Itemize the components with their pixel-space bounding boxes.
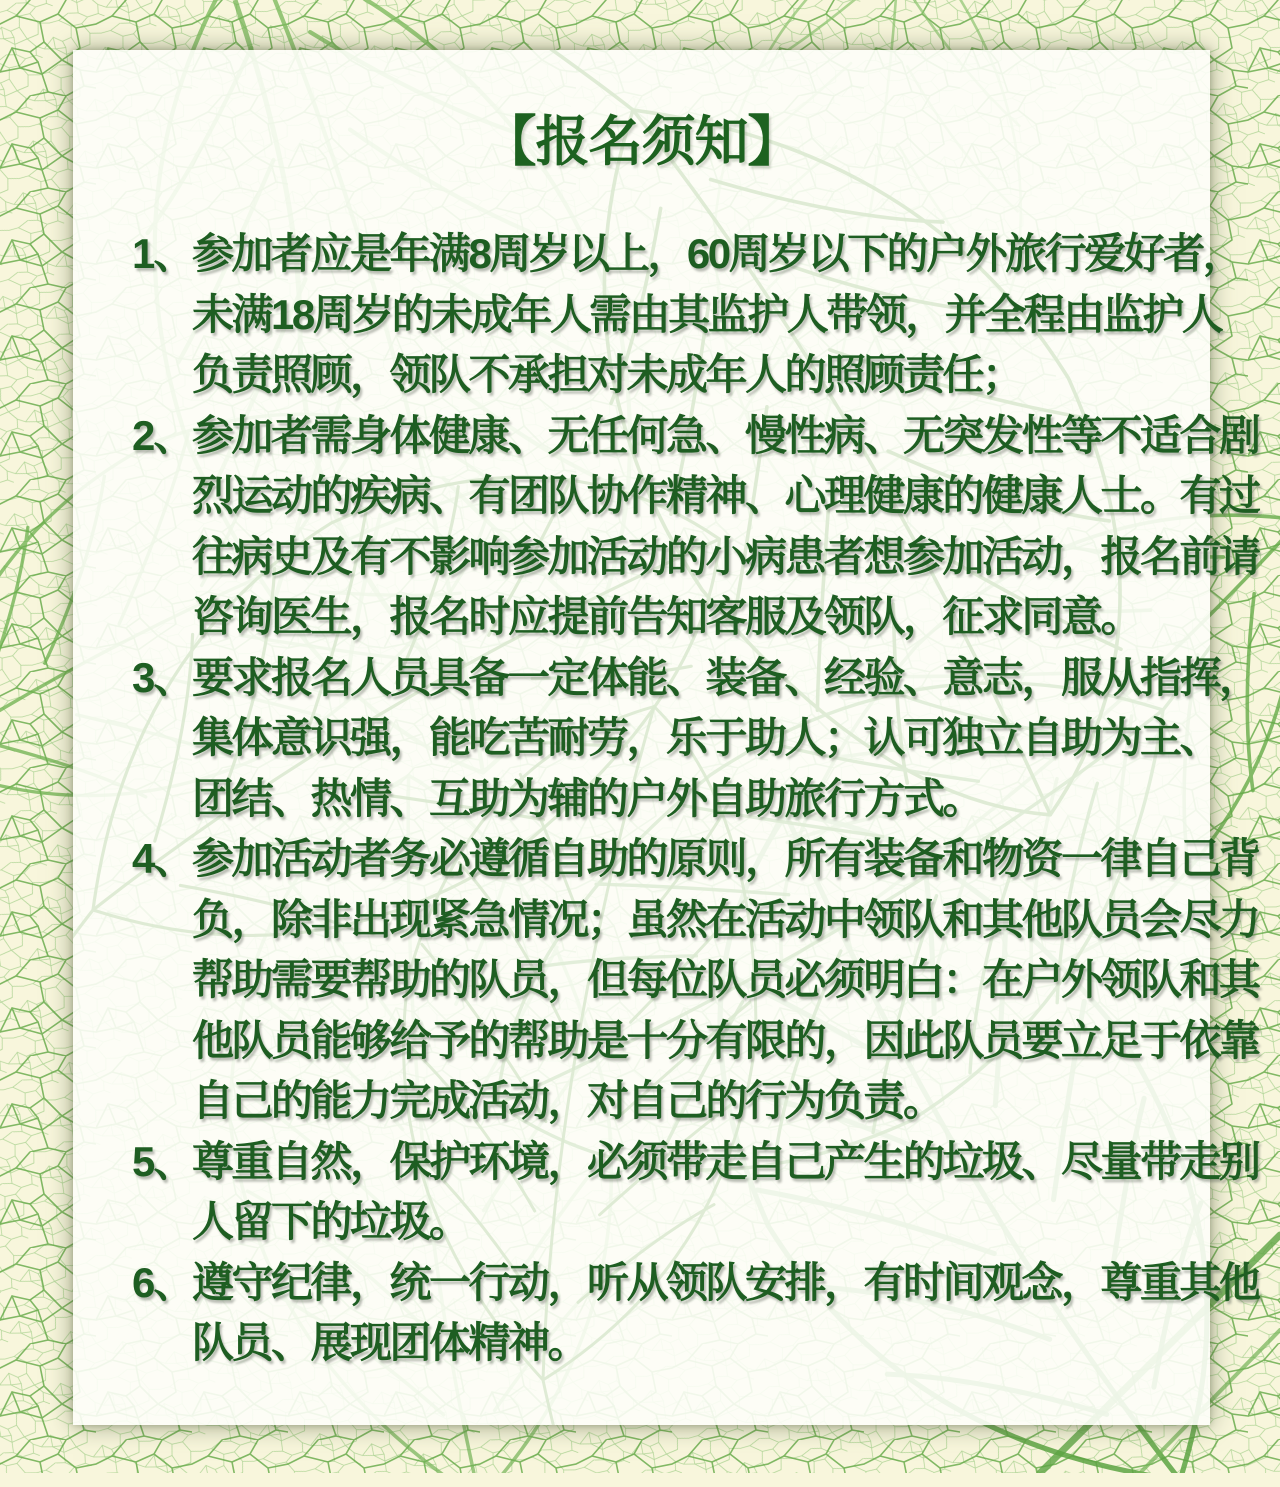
notice-item-5 xyxy=(132,1132,1259,1253)
text-line: 帮助需要帮助的队员，但每位队员必须明白：在户外领队和其 xyxy=(192,956,1259,1003)
text-line: 遵守纪律，统一行动，听从领队安排，有时间观念，尊重其他 xyxy=(192,1258,1259,1306)
item-number: 5、 xyxy=(132,1137,194,1185)
notice-item-2 xyxy=(132,406,1259,648)
text-line: 参加者需身体健康、无任何急、慢性病、无突发性等不适合剧 xyxy=(192,411,1259,459)
text-line: 烈运动的疾病、有团队协作精神、心理健康的健康人士。有过 xyxy=(192,472,1259,519)
notice-item-3 xyxy=(132,648,1259,830)
text-line: 团结、热情、互助为辅的户外自助旅行方式。 xyxy=(192,774,983,822)
text-line: 参加活动者务必遵循自助的原则，所有装备和物资一律自己背 xyxy=(192,835,1259,882)
item-number: 4、 xyxy=(132,835,194,882)
item-text xyxy=(192,1132,1259,1253)
text-line: 负责照顾，领队不承担对未成年人的照顾责任； xyxy=(192,351,1022,398)
text-line: 自己的能力完成活动，对自己的行为负责。 xyxy=(192,1077,943,1124)
text-line: 要求报名人员具备一定体能、装备、经验、意志，服从指挥， xyxy=(192,653,1259,701)
item-number: 3、 xyxy=(132,653,194,701)
item-number: 1、 xyxy=(132,230,194,277)
text-line: 往病史及有不影响参加活动的小病患者想参加活动，报名前请 xyxy=(192,532,1259,580)
text-line: 队员、展现团体精神。 xyxy=(192,1319,588,1366)
notice-card xyxy=(73,50,1259,1425)
notice-item-6 xyxy=(132,1253,1259,1374)
notice-list xyxy=(73,224,1259,1374)
text-line: 未满18周岁的未成年人需由其监护人带领，并全程由监护人 xyxy=(192,290,1222,338)
notice-item-1 xyxy=(132,224,1243,406)
text-line: 尊重自然，保护环境，必须带走自己产生的垃圾、尽量带走别 xyxy=(192,1137,1259,1185)
item-text xyxy=(192,648,1259,830)
notice-item-4 xyxy=(132,829,1259,1132)
item-text xyxy=(192,406,1259,648)
text-line: 咨询医生，报名时应提前告知客服及领队，征求同意。 xyxy=(192,593,1141,640)
text-line: 人留下的垃圾。 xyxy=(192,1198,469,1245)
item-text xyxy=(192,829,1259,1132)
page-title: 【报名须知】 xyxy=(482,112,801,172)
text-line: 负，除非出现紧急情况；虽然在活动中领队和其他队员会尽力 xyxy=(192,895,1259,943)
item-text xyxy=(192,1253,1259,1374)
item-text xyxy=(192,224,1242,406)
item-number: 6、 xyxy=(132,1258,194,1306)
text-line: 集体意识强，能吃苦耐劳，乐于助人；认可独立自助为主、 xyxy=(192,714,1220,761)
item-number: 2、 xyxy=(132,411,194,459)
notice-content xyxy=(73,112,1259,1487)
text-line: 他队员能够给予的帮助是十分有限的，因此队员要立足于依靠 xyxy=(192,1016,1259,1064)
text-line: 参加者应是年满8周岁以上，60周岁以下的户外旅行爱好者， xyxy=(192,230,1243,277)
